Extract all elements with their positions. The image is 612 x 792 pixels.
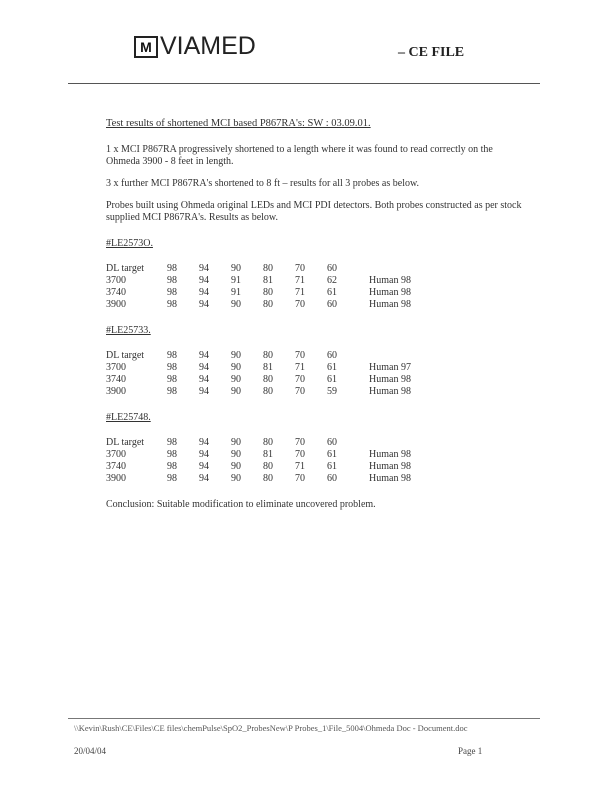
footer-date: 20/04/04 [74, 746, 107, 756]
reading-value: 94 [199, 263, 209, 274]
reading-value: 98 [167, 461, 177, 472]
reading-value: 80 [263, 437, 273, 448]
row-label: DL target [106, 263, 145, 274]
reading-value: 90 [231, 437, 241, 448]
human-reading: Human 98 [369, 386, 411, 397]
logo-text: VIAMED [160, 32, 256, 60]
results-row [106, 287, 526, 299]
reading-value: 90 [231, 473, 241, 484]
reading-value: 70 [295, 263, 305, 274]
row-label: DL target [106, 350, 145, 361]
human-reading: Human 98 [369, 299, 411, 310]
reading-value: 81 [263, 275, 273, 286]
results-row [106, 449, 526, 461]
reading-value: 59 [327, 386, 337, 397]
reading-value: 80 [263, 299, 273, 310]
human-reading: Human 97 [369, 362, 411, 373]
reading-value: 98 [167, 374, 177, 385]
reading-value: 98 [167, 350, 177, 361]
results-sections [106, 238, 526, 485]
reading-value: 91 [231, 287, 241, 298]
reading-value: 62 [327, 275, 337, 286]
reading-value: 98 [167, 287, 177, 298]
footer-file-path: \\Kevin\Rush\CE\Files\CE files\chemPulse\SpO2_ProbesNew\P Probes_1\File_5004\Ohmeda Doc - Document.doc [74, 723, 468, 733]
reading-value: 80 [263, 350, 273, 361]
reading-value: 81 [263, 362, 273, 373]
reading-value: 80 [263, 263, 273, 274]
probe-serial-title: #LE2573O. [106, 238, 153, 249]
reading-value: 70 [295, 299, 305, 310]
reading-value: 90 [231, 299, 241, 310]
footer-page-number: Page 1 [458, 746, 483, 756]
reading-value: 98 [167, 263, 177, 274]
probe-section [106, 325, 526, 398]
reading-value: 94 [199, 449, 209, 460]
reading-value: 60 [327, 263, 337, 274]
reading-value: 80 [263, 386, 273, 397]
row-label: 3900 [106, 386, 126, 397]
reading-value: 90 [231, 263, 241, 274]
reading-value: 71 [295, 362, 305, 373]
reading-value: 70 [295, 350, 305, 361]
human-reading: Human 98 [369, 374, 411, 385]
reading-value: 98 [167, 299, 177, 310]
reading-value: 70 [295, 473, 305, 484]
header-divider [68, 83, 540, 84]
reading-value: 80 [263, 374, 273, 385]
reading-value: 94 [199, 299, 209, 310]
reading-value: 90 [231, 461, 241, 472]
reading-value: 94 [199, 386, 209, 397]
reading-value: 60 [327, 299, 337, 310]
viamed-logo [134, 32, 256, 61]
reading-value: 80 [263, 461, 273, 472]
results-row [106, 386, 526, 398]
reading-value: 60 [327, 473, 337, 484]
reading-value: 90 [231, 374, 241, 385]
row-label: 3900 [106, 473, 126, 484]
reading-value: 61 [327, 461, 337, 472]
results-row [106, 299, 526, 311]
intro-paragraph: 1 x MCI P867RA progressively shortened to a length where it was found to read correctly on the Ohmeda 3900 - 8 feet in length. [106, 144, 493, 167]
further-probes-paragraph: 3 x further MCI P867RA's shortened to 8 ft – results for all 3 probes as below. [106, 178, 420, 189]
reading-value: 98 [167, 275, 177, 286]
row-label: 3900 [106, 299, 126, 310]
row-label: 3700 [106, 449, 126, 460]
row-label: 3700 [106, 275, 126, 286]
row-label: DL target [106, 437, 145, 448]
reading-value: 60 [327, 437, 337, 448]
reading-value: 81 [263, 449, 273, 460]
reading-value: 80 [263, 473, 273, 484]
reading-value: 94 [199, 275, 209, 286]
reading-value: 90 [231, 350, 241, 361]
reading-value: 98 [167, 386, 177, 397]
probe-section [106, 412, 526, 485]
reading-value: 61 [327, 362, 337, 373]
reading-value: 61 [327, 287, 337, 298]
reading-value: 90 [231, 386, 241, 397]
reading-value: 91 [231, 275, 241, 286]
reading-value: 98 [167, 362, 177, 373]
row-label: 3740 [106, 461, 126, 472]
row-label: 3740 [106, 287, 126, 298]
test-results-heading: Test results of shortened MCI based P867RA's: SW : 03.09.01. [106, 118, 371, 129]
results-row [106, 473, 526, 485]
reading-value: 70 [295, 374, 305, 385]
row-label: 3700 [106, 362, 126, 373]
logo-mark-icon: M [134, 36, 158, 58]
reading-value: 94 [199, 362, 209, 373]
reading-value: 70 [295, 386, 305, 397]
row-label: 3740 [106, 374, 126, 385]
conclusion-text: Conclusion: Suitable modification to eliminate uncovered problem. [106, 499, 376, 510]
reading-value: 98 [167, 473, 177, 484]
reading-value: 80 [263, 287, 273, 298]
document-type-label: – CE FILE [398, 45, 465, 60]
human-reading: Human 98 [369, 449, 411, 460]
reading-value: 61 [327, 449, 337, 460]
construction-paragraph: Probes built using Ohmeda original LEDs and MCI PDI detectors. Both probes constructed as per stock supplied MCI P867RA's. Results as below. [106, 200, 522, 223]
human-reading: Human 98 [369, 275, 411, 286]
reading-value: 70 [295, 449, 305, 460]
reading-value: 98 [167, 437, 177, 448]
reading-value: 71 [295, 287, 305, 298]
reading-value: 70 [295, 437, 305, 448]
reading-value: 90 [231, 362, 241, 373]
reading-value: 71 [295, 461, 305, 472]
human-reading: Human 98 [369, 461, 411, 472]
reading-value: 94 [199, 350, 209, 361]
reading-value: 94 [199, 473, 209, 484]
results-row [106, 275, 526, 287]
results-row [106, 374, 526, 386]
results-row [106, 362, 526, 374]
reading-value: 98 [167, 449, 177, 460]
results-row [106, 437, 526, 449]
probe-serial-title: #LE25748. [106, 412, 151, 423]
footer-divider [68, 718, 540, 719]
human-reading: Human 98 [369, 473, 411, 484]
reading-value: 60 [327, 350, 337, 361]
reading-value: 90 [231, 449, 241, 460]
reading-value: 71 [295, 275, 305, 286]
reading-value: 94 [199, 437, 209, 448]
document-body [106, 118, 526, 511]
probe-serial-title: #LE25733. [106, 325, 151, 336]
reading-value: 61 [327, 374, 337, 385]
results-row [106, 350, 526, 362]
results-row [106, 263, 526, 275]
results-row [106, 461, 526, 473]
reading-value: 94 [199, 374, 209, 385]
reading-value: 94 [199, 461, 209, 472]
probe-section [106, 238, 526, 311]
human-reading: Human 98 [369, 287, 411, 298]
reading-value: 94 [199, 287, 209, 298]
